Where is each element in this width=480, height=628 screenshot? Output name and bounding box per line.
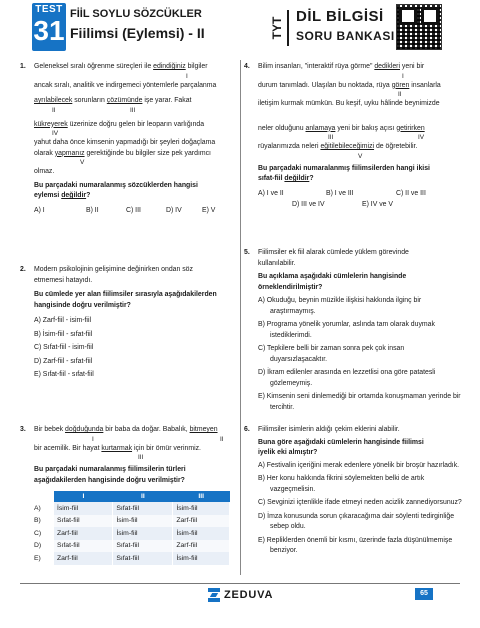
page-header [0, 0, 480, 58]
table-cell: İsim-fiil [113, 515, 173, 528]
publisher-name: ZEDUVA [224, 589, 274, 601]
q4-options-row-2 [258, 200, 458, 211]
q5-line-1: Fiilimsiler ek fiil alarak cümlede yüklem görevinde [258, 249, 409, 256]
option-e[interactable]: E) Repliklerden önemli bir kısmı, üzerinde fazla düşünülmemişe benziyor. [258, 536, 453, 554]
q2-options [34, 316, 234, 381]
option-b[interactable]: B) II [86, 206, 99, 214]
q5-stem-1: Bu açıklama aşağıdaki cümlelerin hangisinde [258, 273, 407, 280]
option-e[interactable]: E) Sıfat-fiil - sıfat-fiil [34, 371, 94, 378]
q6-line-1: Fiilimsiler isimlerin aldığı çekim eklerini alabilir. [258, 426, 400, 433]
chapter-title: FİİL SOYLU SÖZCÜKLER [70, 8, 202, 20]
question-4 [244, 62, 458, 211]
q6-stem-2: iyelik eki almıştır? [258, 449, 318, 456]
question-2 [20, 265, 234, 384]
q1-line-3: ayrılabilecek sorunların çözümünde işe yarar. Fakat [34, 97, 192, 104]
chapter-subtitle: Fiilimsi (Eylemsi) - II [70, 25, 205, 41]
question-number: 5. [244, 249, 250, 256]
book-subtitle: SORU BANKASI [296, 29, 395, 43]
option-e[interactable]: E) IV ve V [362, 200, 394, 208]
q4-roman-row-2: II [398, 91, 402, 98]
q1-roman-row-3: IV [52, 130, 59, 137]
table-cell: İsim-fiil [113, 527, 173, 540]
question-1 [20, 62, 234, 217]
table-row-option-a[interactable] [34, 502, 230, 515]
q1-roman-row-1: I [186, 72, 188, 80]
test-number: 31 [33, 15, 65, 46]
qr-code-icon[interactable] [396, 4, 442, 50]
q6-stem-1: Buna göre aşağıdaki cümlelerin hangisinde fiilimsi [258, 438, 424, 446]
q4-roman-row-4: V [358, 152, 363, 160]
exam-label: TYT [270, 16, 284, 40]
q3-line-2: bir acemilik. Bir hayat kurtarmak için bir ömür verinmiz. [34, 444, 201, 452]
q1-stem-1: Bu parçadaki numaralanmış sözcüklerden hangisi [34, 181, 198, 189]
q3-roman-row-2: III [138, 454, 144, 461]
q4-stem-2: sıfat-fiil değildir? [258, 175, 314, 182]
q3-stem-2: aşağıdakilerden hangisinde doğru verilmiştir? [34, 476, 185, 484]
option-label: A) [34, 502, 54, 515]
table-row-option-b[interactable] [34, 515, 230, 528]
page-number: 65 [415, 588, 433, 600]
option-c[interactable]: C) Sıfat-fiil - isim-fiil [34, 344, 94, 351]
q4-roman-row-3: III IV [328, 134, 425, 141]
question-number: 6. [244, 426, 250, 433]
table-cell: Sıfat-fiil [113, 502, 173, 515]
q1-line-6: olarak yapmanız gerektiğinde bu bilgiler size pek yardımcı [34, 149, 211, 157]
table-cell: Sıfat-fiil [113, 540, 173, 553]
option-a[interactable]: A) Okuduğu, beynin müzikle ilişkisi hakkında ilginç bir araştırmaymış. [258, 297, 422, 315]
table-cell: İsim-fiil [173, 527, 230, 540]
table-cell: Zarf-fiil [173, 540, 230, 553]
option-b[interactable]: B) I ve III [326, 189, 354, 197]
table-cell: Sıfat-fiil [54, 515, 113, 528]
option-d[interactable]: D) Zarf-fiil - sıfat-fiil [34, 357, 93, 365]
q4-line-3: iletişim kurmak mümkün. Bu keşif, uyku hâlinde beynimizde [258, 100, 440, 107]
option-a[interactable]: A) I [34, 206, 45, 214]
q1-line-7: olmaz. [34, 168, 55, 175]
table-cell: Sıfat-fiil [54, 540, 113, 553]
q5-options [258, 296, 463, 413]
option-c[interactable]: C) III [126, 206, 141, 214]
question-3 [20, 425, 234, 486]
option-d[interactable]: D) IV [166, 206, 182, 214]
q3-options-table [34, 491, 230, 565]
option-e[interactable]: E) V [202, 206, 216, 214]
option-label: D) [34, 540, 54, 553]
option-b[interactable]: B) Programa yönelik yorumlar, aslında tam olarak duymak istediklerimdi. [258, 321, 435, 339]
option-a[interactable]: A) Festivalin içeriğini merak edenlere yönelik bir broşür hazırladık. [258, 461, 460, 469]
option-d[interactable]: D) III ve IV [292, 200, 325, 208]
table-header: I [54, 491, 113, 502]
q4-line-2: durum tanımladı. Ulaşılan bu noktada, rüya gören insanlarla [258, 81, 441, 89]
table-cell: Sıfat-fiil [113, 552, 173, 565]
q1-roman-row-4: V [80, 159, 85, 166]
option-label: C) [34, 527, 54, 540]
table-cell: Zarf-fiil [54, 552, 113, 565]
option-c[interactable]: C) Sevginizi içtenlikle ifade etmeyi neden acizlik zannediyorsunuz? [258, 499, 462, 506]
footer-divider [20, 583, 460, 584]
q4-options-row-1 [258, 189, 458, 200]
option-c[interactable]: C) Tepkilere belli bir zaman sonra pek çok insan duyarsızlaşacaktır. [258, 345, 405, 363]
table-row-option-e[interactable] [34, 552, 230, 565]
q4-line-1: Bilim insanları, "interaktif rüya görme" dedikleri yeni bir [258, 63, 425, 70]
question-number: 3. [20, 426, 26, 433]
option-label: E) [34, 552, 54, 565]
table-cell: İsim-fiil [173, 502, 230, 515]
q1-line-2: ancak sıralı, analitik ve indirgemeci yöntemlerle parçalanma [34, 81, 217, 89]
q2-stem-2: hangisinde doğru verilmiştir? [34, 301, 131, 309]
table-cell: İsim-fiil [54, 502, 113, 515]
q4-stem-1: Bu parçadaki numaralanmış fiilimsilerden hangi ikisi [258, 164, 430, 172]
publisher-logo [208, 586, 273, 604]
q1-stem-2: eylemsi değildir? [34, 192, 91, 199]
question-number: 2. [20, 266, 26, 273]
q4-roman-row-1: I [402, 72, 404, 80]
table-header: II [113, 491, 173, 502]
q1-line-1: Geleneksel sıralı öğrenme süreçleri ile edindiğiniz bilgiler [34, 63, 208, 70]
option-d[interactable]: D) İmza konusunda sorun çıkaracağıma dair söylenti tedirginliğe sebep oldu. [258, 512, 455, 530]
question-number: 1. [20, 63, 26, 70]
option-a[interactable]: A) I ve II [258, 189, 284, 197]
q5-stem-2: örneklendirilmiştir? [258, 283, 323, 291]
q3-line-1: Bir bebek doğduğunda bir baba da doğar. Babalık, bitmeyen [34, 426, 218, 433]
table-cell: Zarf-fiil [54, 527, 113, 540]
option-d[interactable]: D) İkram edilenler arasında en lezzetlisi ona göre patatesli gözlemeymiş. [258, 369, 436, 387]
q1-line-5: yahut daha önce kimsenin yapmadığı bir şeyleri doğaçlama [34, 139, 216, 146]
exam-divider [287, 10, 289, 46]
test-badge [32, 3, 66, 51]
q6-options [258, 461, 463, 557]
table-row-option-c[interactable] [34, 527, 230, 540]
book-title: DİL BİLGİSİ [296, 8, 384, 25]
table-cell: Zarf-fiil [173, 515, 230, 528]
question-number: 4. [244, 63, 250, 70]
table-cell: İsim-fiil [173, 552, 230, 565]
test-label: TEST [35, 4, 63, 15]
option-c[interactable]: C) II ve III [396, 189, 426, 197]
q3-roman-row-1: I II [92, 435, 224, 443]
q2-line-1: Modern psikolojinin gelişimine değinirken ondan söz [34, 266, 193, 273]
q1-options [34, 206, 234, 217]
q4-line-5: rüyalarımızda neleri eğitilebileceğimizi de öğretebilir. [258, 143, 418, 150]
table-header: III [173, 491, 230, 502]
option-a[interactable]: A) Zarf-fiil - isim-fiil [34, 317, 92, 324]
q1-roman-row-2: II III [52, 106, 136, 114]
question-6 [244, 425, 463, 560]
option-b[interactable]: B) Her konu hakkında fikrini söylemekten belki de artık vazgeçmelisin. [258, 475, 425, 493]
column-divider [240, 60, 241, 575]
q2-stem-1: Bu cümlede yer alan fiilimsiler sırasıyla aşağıdakilerden [34, 291, 217, 298]
zeduva-logo-icon [208, 588, 220, 602]
q5-line-2: kullanılabilir. [258, 259, 296, 267]
option-b[interactable]: B) İsim-fiil - sıfat-fiil [34, 330, 93, 338]
q4-line-4: neler olduğunu anlamaya yeni bir bakış açısı getirirken [258, 124, 425, 132]
option-label: B) [34, 515, 54, 528]
q1-line-4: kükreyerek üzerinize doğru gelen bir leoparın varlığında [34, 120, 205, 128]
table-header-row [34, 491, 230, 502]
q2-line-2: etmemesi hatayıdı. [34, 276, 93, 284]
q3-stem-1: Bu parçadaki numaralanmış fiilimsilerin türleri [34, 466, 186, 473]
table-row-option-d[interactable] [34, 540, 230, 553]
option-e[interactable]: E) Kimsenin seni dinlemediği bir ortamda konuşmaman yerinde bir tercihtir. [258, 393, 461, 411]
question-5 [244, 248, 463, 416]
